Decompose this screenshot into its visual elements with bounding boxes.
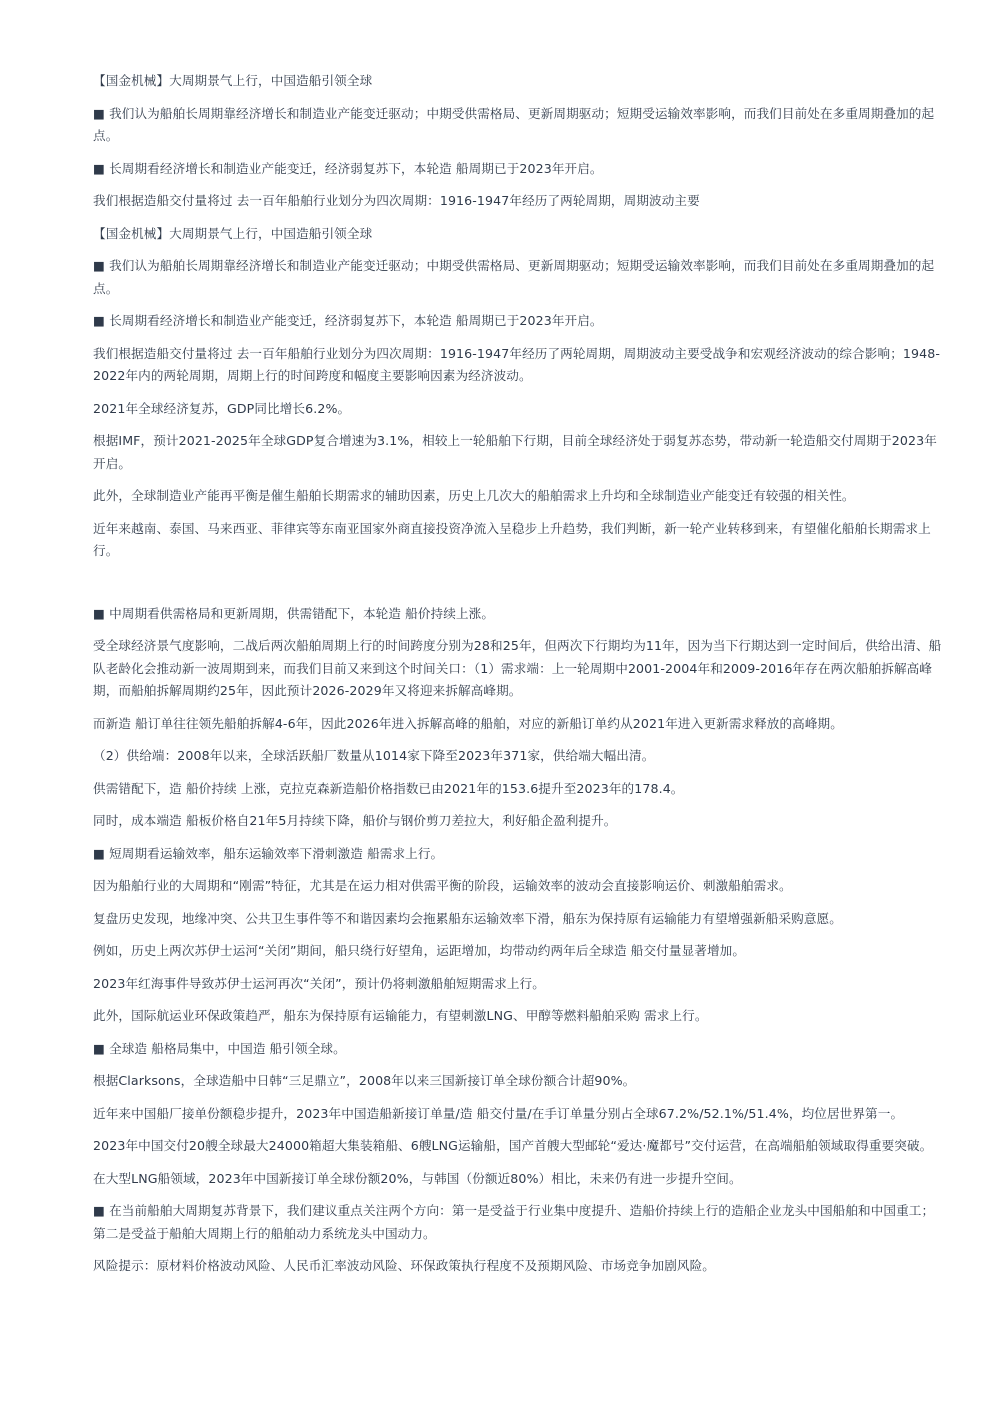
body-paragraph: 近年来越南、泰国、马来西亚、菲律宾等东南亚国家外商直接投资净流入呈稳步上升趋势，我们判断，新一轮产业转移到来，有望催化船舶长期需求上行。: [93, 520, 931, 558]
section-gap: [93, 573, 945, 603]
bullet-paragraph: ■ 短周期看运输效率，船东运输效率下滑刺激造 船需求上行。: [93, 845, 444, 861]
bullet-paragraph: ■ 在当前船舶大周期复苏背景下，我们建议重点关注两个方向：第一是受益于行业集中度提升、造船价持续上行的造船企业龙头中国船舶和中国重工；第二是受益于船舶大周期上行的船舶动力系统龙头中国动力。: [93, 1203, 935, 1241]
body-paragraph: 在大型LNG船领域，2023年中国新接订单全球份额20%，与韩国（份额近80%）相比，未来仍有进一步提升空间。: [93, 1170, 742, 1186]
body-paragraph: 根据IMF，预计2021-2025年全球GDP复合增速为3.1%，相较上一轮船舶下行期，目前全球经济处于弱复苏态势，带动新一轮造船交付周期于2023年开启。: [93, 433, 937, 471]
body-paragraph: 同时，成本端造 船板价格自21年5月持续下降，船价与钢价剪刀差拉大，利好船企盈利提升。: [93, 813, 617, 828]
body-paragraph: 受全球经济景气度影响，二战后两次船舶周期上行的时间跨度分别为28和25年，但两次下行期均为11年，因为当下行期达到一定时间后，供给出清、船队老龄化会推动新一波周期到来，而我们目前又来到这个时间关口：（1）需求端：上一轮周期中2001-2004年和2009-2016年存在两次船舶拆解高峰期，而船舶拆解周期约25年，因此预计2026-2029年又将迎来拆解高峰期。: [93, 638, 942, 698]
body-paragraph: 2021年全球经济复苏，GDP同比增长6.2%。: [93, 400, 351, 416]
risk-paragraph: 风险提示：原材料价格波动风险、人民币汇率波动风险、环保政策执行程度不及预期风险、市场竞争加剧风险。: [93, 1258, 715, 1273]
body-paragraph: 2023年中国交付20艘全球最大24000箱超大集装箱船、6艘LNG运输船，国产首艘大型邮轮“爱达·魔都号”交付运营，在高端船舶领域取得重要突破。: [93, 1138, 933, 1153]
heading-paragraph: 【国金机械】大周期景气上行，中国造船引领全球: [93, 225, 373, 241]
body-paragraph: 我们根据造船交付量将过 去一百年船舶行业划分为四次周期：1916-1947年经历了两轮周期，周期波动主要: [93, 193, 700, 208]
document-body: [93, 70, 945, 1288]
body-paragraph: 例如，历史上两次苏伊士运河“关闭”期间，船只绕行好望角，运距增加，均带动约两年后全球造 船交付量显著增加。: [93, 943, 746, 958]
body-paragraph: 此外，国际航运业环保政策趋严，船东为保持原有运输能力，有望刺激LNG、甲醇等燃料船舶采购 需求上行。: [93, 1008, 708, 1023]
body-paragraph: 此外，全球制造业产能再平衡是催生船舶长期需求的辅助因素，历史上几次大的船舶需求上升均和全球制造业产能变迁有较强的相关性。: [93, 488, 855, 503]
bullet-paragraph: ■ 我们认为船舶长周期靠经济增长和制造业产能变迁驱动；中期受供需格局、更新周期驱动；短期受运输效率影响，而我们目前处在多重周期叠加的起点。: [93, 258, 935, 296]
body-paragraph: （2）供给端：2008年以来，全球活跃船厂数量从1014家下降至2023年371家，供给端大幅出清。: [93, 748, 655, 763]
body-paragraph: 而新造 船订单往往领先船舶拆解4-6年，因此2026年进入拆解高峰的船舶，对应的新船订单约从2021年进入更新需求释放的高峰期。: [93, 715, 843, 731]
bullet-paragraph: ■ 中周期看供需格局和更新周期，供需错配下，本轮造 船价持续上涨。: [93, 605, 495, 621]
body-paragraph: 近年来中国船厂接单份额稳步提升，2023年中国造船新接订单量/造 船交付量/在手订单量分别占全球67.2%/52.1%/51.4%，均位居世界第一。: [93, 1105, 904, 1121]
body-paragraph: 复盘历史发现，地缘冲突、公共卫生事件等不和谐因素均会拖累船东运输效率下滑，船东为保持原有运输能力有望增强新船采购意愿。: [93, 910, 842, 926]
body-paragraph: 我们根据造船交付量将过 去一百年船舶行业划分为四次周期：1916-1947年经历了两轮周期，周期波动主要受战争和宏观经济波动的综合影响；1948-2022年内的两轮周期，周期上行的时间跨度和幅度主要影响因素为经济波动。: [93, 345, 940, 383]
body-paragraph: 2023年红海事件导致苏伊士运河再次“关闭”，预计仍将刺激船舶短期需求上行。: [93, 975, 545, 991]
bullet-paragraph: ■ 全球造 船格局集中，中国造 船引领全球。: [93, 1040, 346, 1056]
body-paragraph: 供需错配下，造 船价持续 上涨，克拉克森新造船价格指数已由2021年的153.6提升至2023年的178.4。: [93, 780, 684, 796]
bullet-paragraph: ■ 长周期看经济增长和制造业产能变迁，经济弱复苏下，本轮造 船周期已于2023年开启。: [93, 313, 603, 328]
bullet-paragraph: ■ 长周期看经济增长和制造业产能变迁，经济弱复苏下，本轮造 船周期已于2023年开启。: [93, 160, 603, 176]
heading-paragraph: 【国金机械】大周期景气上行，中国造船引领全球: [93, 73, 373, 88]
bullet-paragraph: ■ 我们认为船舶长周期靠经济增长和制造业产能变迁驱动；中期受供需格局、更新周期驱动；短期受运输效率影响，而我们目前处在多重周期叠加的起点。: [93, 105, 935, 143]
body-paragraph: 根据Clarksons，全球造船中日韩“三足鼎立”，2008年以来三国新接订单全球份额合计超90%。: [93, 1073, 636, 1088]
body-paragraph: 因为船舶行业的大周期和“刚需”特征，尤其是在运力相对供需平衡的阶段，运输效率的波动会直接影响运价、刺激船舶需求。: [93, 878, 792, 893]
